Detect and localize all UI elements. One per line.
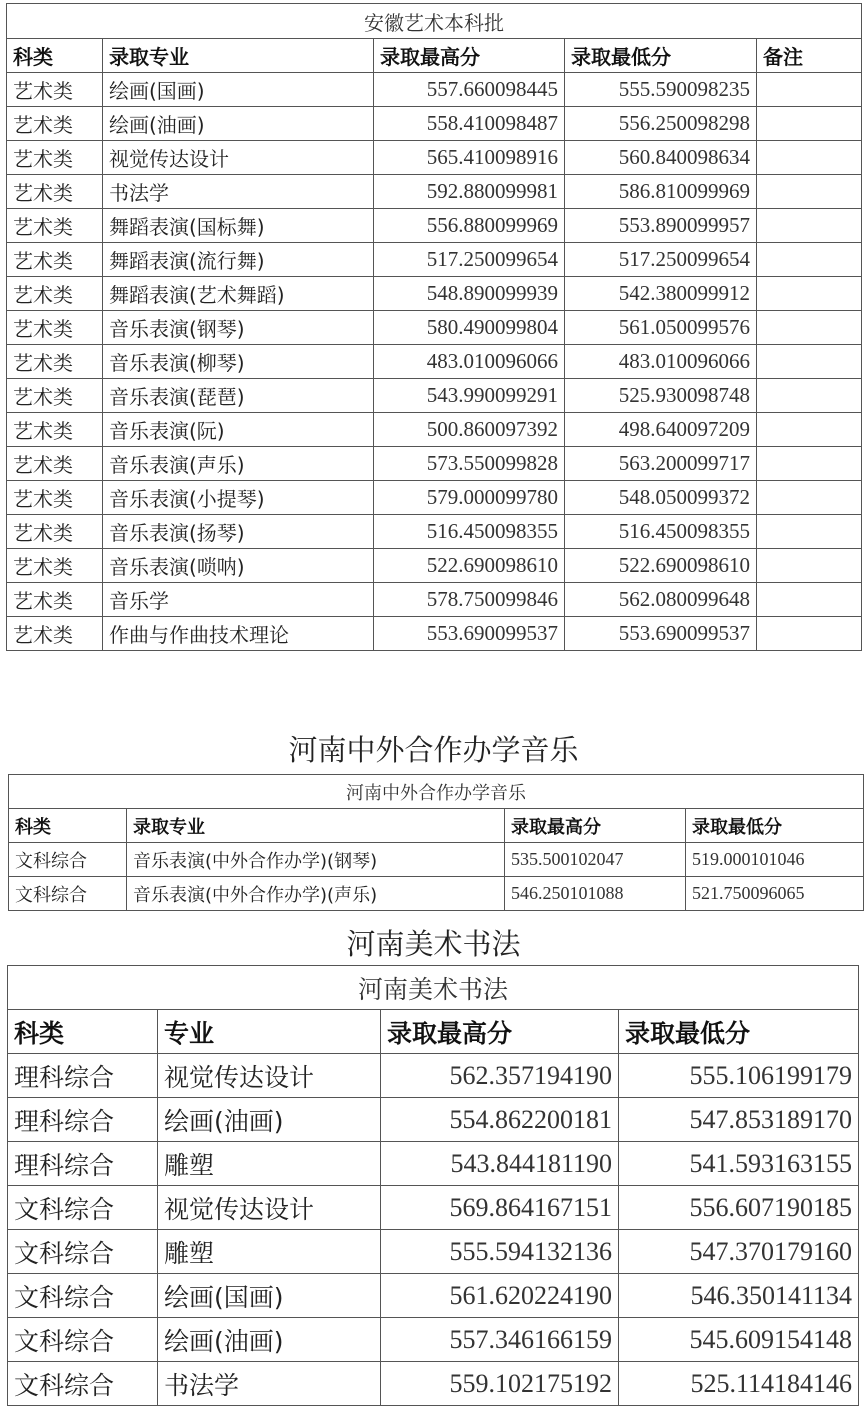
max-score-cell: 557.346166159: [381, 1318, 619, 1362]
table-row: [7, 583, 862, 617]
category-cell: 理科综合: [8, 1098, 158, 1142]
table-row: [7, 481, 862, 515]
max-score-cell: 569.864167151: [381, 1186, 619, 1230]
table-title: 安徽艺术本科批: [7, 4, 862, 39]
category-cell: 艺术类: [7, 583, 103, 617]
min-score-cell: 547.853189170: [619, 1098, 859, 1142]
column-header: 录取专业: [103, 39, 374, 73]
major-cell: 音乐表演(中外合作办学)(声乐): [127, 877, 505, 911]
category-cell: 理科综合: [8, 1142, 158, 1186]
henan-art-table: [7, 965, 859, 1406]
category-cell: 文科综合: [8, 1362, 158, 1406]
major-cell: 舞蹈表演(艺术舞蹈): [103, 277, 374, 311]
category-cell: 艺术类: [7, 617, 103, 651]
max-score-cell: 555.594132136: [381, 1230, 619, 1274]
column-header: 科类: [8, 1010, 158, 1054]
category-cell: 艺术类: [7, 311, 103, 345]
major-cell: 视觉传达设计: [158, 1186, 381, 1230]
table-row: [8, 1054, 859, 1098]
column-header: 专业: [158, 1010, 381, 1054]
table-header-row: [7, 39, 862, 73]
table-row: [9, 843, 864, 877]
max-score-cell: 561.620224190: [381, 1274, 619, 1318]
min-score-cell: 545.609154148: [619, 1318, 859, 1362]
table-title-row: [7, 4, 862, 39]
major-cell: 音乐学: [103, 583, 374, 617]
max-score-cell: 543.844181190: [381, 1142, 619, 1186]
column-header: 录取最低分: [565, 39, 757, 73]
table-row: [7, 549, 862, 583]
category-cell: 艺术类: [7, 73, 103, 107]
anhui-admission-table: [6, 3, 862, 651]
table-row: [8, 1362, 859, 1406]
table-title-row: [8, 966, 859, 1010]
min-score-cell: 555.590098235: [565, 73, 757, 107]
max-score-cell: 522.690098610: [374, 549, 565, 583]
major-cell: 绘画(国画): [158, 1274, 381, 1318]
category-cell: 文科综合: [8, 1274, 158, 1318]
major-cell: 音乐表演(钢琴): [103, 311, 374, 345]
table-header-row: [8, 1010, 859, 1054]
min-score-cell: 553.690099537: [565, 617, 757, 651]
category-cell: 艺术类: [7, 243, 103, 277]
major-cell: 舞蹈表演(国标舞): [103, 209, 374, 243]
column-header: 录取最低分: [619, 1010, 859, 1054]
min-score-cell: 525.114184146: [619, 1362, 859, 1406]
min-score-cell: 561.050099576: [565, 311, 757, 345]
remark-cell: [757, 345, 862, 379]
max-score-cell: 559.102175192: [381, 1362, 619, 1406]
min-score-cell: 563.200099717: [565, 447, 757, 481]
min-score-cell: 542.380099912: [565, 277, 757, 311]
major-cell: 绘画(油画): [103, 107, 374, 141]
remark-cell: [757, 277, 862, 311]
table-header-row: [9, 809, 864, 843]
major-cell: 视觉传达设计: [158, 1054, 381, 1098]
column-header: 录取最高分: [374, 39, 565, 73]
column-header: 录取专业: [127, 809, 505, 843]
min-score-cell: 483.010096066: [565, 345, 757, 379]
max-score-cell: 553.690099537: [374, 617, 565, 651]
max-score-cell: 578.750099846: [374, 583, 565, 617]
category-cell: 艺术类: [7, 277, 103, 311]
min-score-cell: 555.106199179: [619, 1054, 859, 1098]
table-row: [7, 107, 862, 141]
major-cell: 音乐表演(扬琴): [103, 515, 374, 549]
major-cell: 音乐表演(中外合作办学)(钢琴): [127, 843, 505, 877]
henan-music-table-body: [9, 775, 864, 911]
max-score-cell: 500.860097392: [374, 413, 565, 447]
category-cell: 艺术类: [7, 447, 103, 481]
table-row: [7, 73, 862, 107]
min-score-cell: 562.080099648: [565, 583, 757, 617]
max-score-cell: 573.550099828: [374, 447, 565, 481]
column-header: 科类: [7, 39, 103, 73]
major-cell: 舞蹈表演(流行舞): [103, 243, 374, 277]
table-title: 河南中外合作办学音乐: [9, 775, 864, 809]
remark-cell: [757, 413, 862, 447]
major-cell: 音乐表演(琵琶): [103, 379, 374, 413]
major-cell: 雕塑: [158, 1142, 381, 1186]
table-row: [7, 175, 862, 209]
major-cell: 音乐表演(小提琴): [103, 481, 374, 515]
max-score-cell: 483.010096066: [374, 345, 565, 379]
category-cell: 艺术类: [7, 175, 103, 209]
table-row: [7, 345, 862, 379]
min-score-cell: 553.890099957: [565, 209, 757, 243]
major-cell: 绘画(国画): [103, 73, 374, 107]
max-score-cell: 580.490099804: [374, 311, 565, 345]
henan-music-table: [8, 774, 864, 911]
remark-cell: [757, 549, 862, 583]
table-row: [7, 515, 862, 549]
min-score-cell: 546.350141134: [619, 1274, 859, 1318]
min-score-cell: 516.450098355: [565, 515, 757, 549]
major-cell: 绘画(油画): [158, 1098, 381, 1142]
max-score-cell: 556.880099969: [374, 209, 565, 243]
max-score-cell: 535.500102047: [505, 843, 686, 877]
min-score-cell: 556.607190185: [619, 1186, 859, 1230]
category-cell: 文科综合: [9, 843, 127, 877]
category-cell: 理科综合: [8, 1054, 158, 1098]
column-header: 录取最高分: [505, 809, 686, 843]
column-header: 科类: [9, 809, 127, 843]
min-score-cell: 498.640097209: [565, 413, 757, 447]
remark-cell: [757, 141, 862, 175]
min-score-cell: 547.370179160: [619, 1230, 859, 1274]
category-cell: 艺术类: [7, 413, 103, 447]
category-cell: 艺术类: [7, 107, 103, 141]
major-cell: 音乐表演(唢呐): [103, 549, 374, 583]
max-score-cell: 543.990099291: [374, 379, 565, 413]
table-title: 河南美术书法: [8, 966, 859, 1010]
min-score-cell: 541.593163155: [619, 1142, 859, 1186]
category-cell: 艺术类: [7, 209, 103, 243]
min-score-cell: 517.250099654: [565, 243, 757, 277]
table-row: [7, 617, 862, 651]
max-score-cell: 565.410098916: [374, 141, 565, 175]
table-row: [7, 209, 862, 243]
major-cell: 雕塑: [158, 1230, 381, 1274]
remark-cell: [757, 481, 862, 515]
major-cell: 音乐表演(声乐): [103, 447, 374, 481]
min-score-cell: 548.050099372: [565, 481, 757, 515]
table-row: [8, 1186, 859, 1230]
table-row: [7, 311, 862, 345]
table-row: [9, 877, 864, 911]
major-cell: 书法学: [158, 1362, 381, 1406]
category-cell: 艺术类: [7, 515, 103, 549]
max-score-cell: 548.890099939: [374, 277, 565, 311]
category-cell: 文科综合: [8, 1186, 158, 1230]
max-score-cell: 592.880099981: [374, 175, 565, 209]
category-cell: 艺术类: [7, 379, 103, 413]
max-score-cell: 554.862200181: [381, 1098, 619, 1142]
min-score-cell: 522.690098610: [565, 549, 757, 583]
table-row: [8, 1098, 859, 1142]
remark-cell: [757, 311, 862, 345]
remark-cell: [757, 583, 862, 617]
max-score-cell: 562.357194190: [381, 1054, 619, 1098]
category-cell: 文科综合: [8, 1318, 158, 1362]
table-row: [7, 413, 862, 447]
max-score-cell: 516.450098355: [374, 515, 565, 549]
major-cell: 绘画(油画): [158, 1318, 381, 1362]
table-row: [7, 141, 862, 175]
min-score-cell: 586.810099969: [565, 175, 757, 209]
major-cell: 书法学: [103, 175, 374, 209]
table-row: [8, 1142, 859, 1186]
category-cell: 文科综合: [9, 877, 127, 911]
table-row: [7, 277, 862, 311]
min-score-cell: 556.250098298: [565, 107, 757, 141]
remark-cell: [757, 209, 862, 243]
category-cell: 艺术类: [7, 345, 103, 379]
min-score-cell: 525.930098748: [565, 379, 757, 413]
table-row: [7, 243, 862, 277]
category-cell: 艺术类: [7, 141, 103, 175]
max-score-cell: 546.250101088: [505, 877, 686, 911]
max-score-cell: 558.410098487: [374, 107, 565, 141]
table-row: [8, 1230, 859, 1274]
remark-cell: [757, 515, 862, 549]
column-header: 录取最低分: [686, 809, 864, 843]
max-score-cell: 557.660098445: [374, 73, 565, 107]
column-header: 录取最高分: [381, 1010, 619, 1054]
min-score-cell: 560.840098634: [565, 141, 757, 175]
table-row: [7, 379, 862, 413]
henan-art-caption: 河南美术书法: [346, 927, 521, 961]
category-cell: 艺术类: [7, 549, 103, 583]
table-row: [7, 447, 862, 481]
max-score-cell: 579.000099780: [374, 481, 565, 515]
category-cell: 艺术类: [7, 481, 103, 515]
table-row: [8, 1274, 859, 1318]
major-cell: 音乐表演(阮): [103, 413, 374, 447]
major-cell: 音乐表演(柳琴): [103, 345, 374, 379]
remark-cell: [757, 175, 862, 209]
henan-art-table-body: [8, 966, 859, 1406]
min-score-cell: 521.750096065: [686, 877, 864, 911]
min-score-cell: 519.000101046: [686, 843, 864, 877]
henan-music-caption: 河南中外合作办学音乐: [288, 733, 579, 767]
column-header: 备注: [757, 39, 862, 73]
remark-cell: [757, 617, 862, 651]
table-row: [8, 1318, 859, 1362]
table-title-row: [9, 775, 864, 809]
anhui-table-body: [7, 4, 862, 651]
remark-cell: [757, 243, 862, 277]
remark-cell: [757, 447, 862, 481]
remark-cell: [757, 107, 862, 141]
major-cell: 作曲与作曲技术理论: [103, 617, 374, 651]
category-cell: 文科综合: [8, 1230, 158, 1274]
major-cell: 视觉传达设计: [103, 141, 374, 175]
max-score-cell: 517.250099654: [374, 243, 565, 277]
remark-cell: [757, 73, 862, 107]
remark-cell: [757, 379, 862, 413]
